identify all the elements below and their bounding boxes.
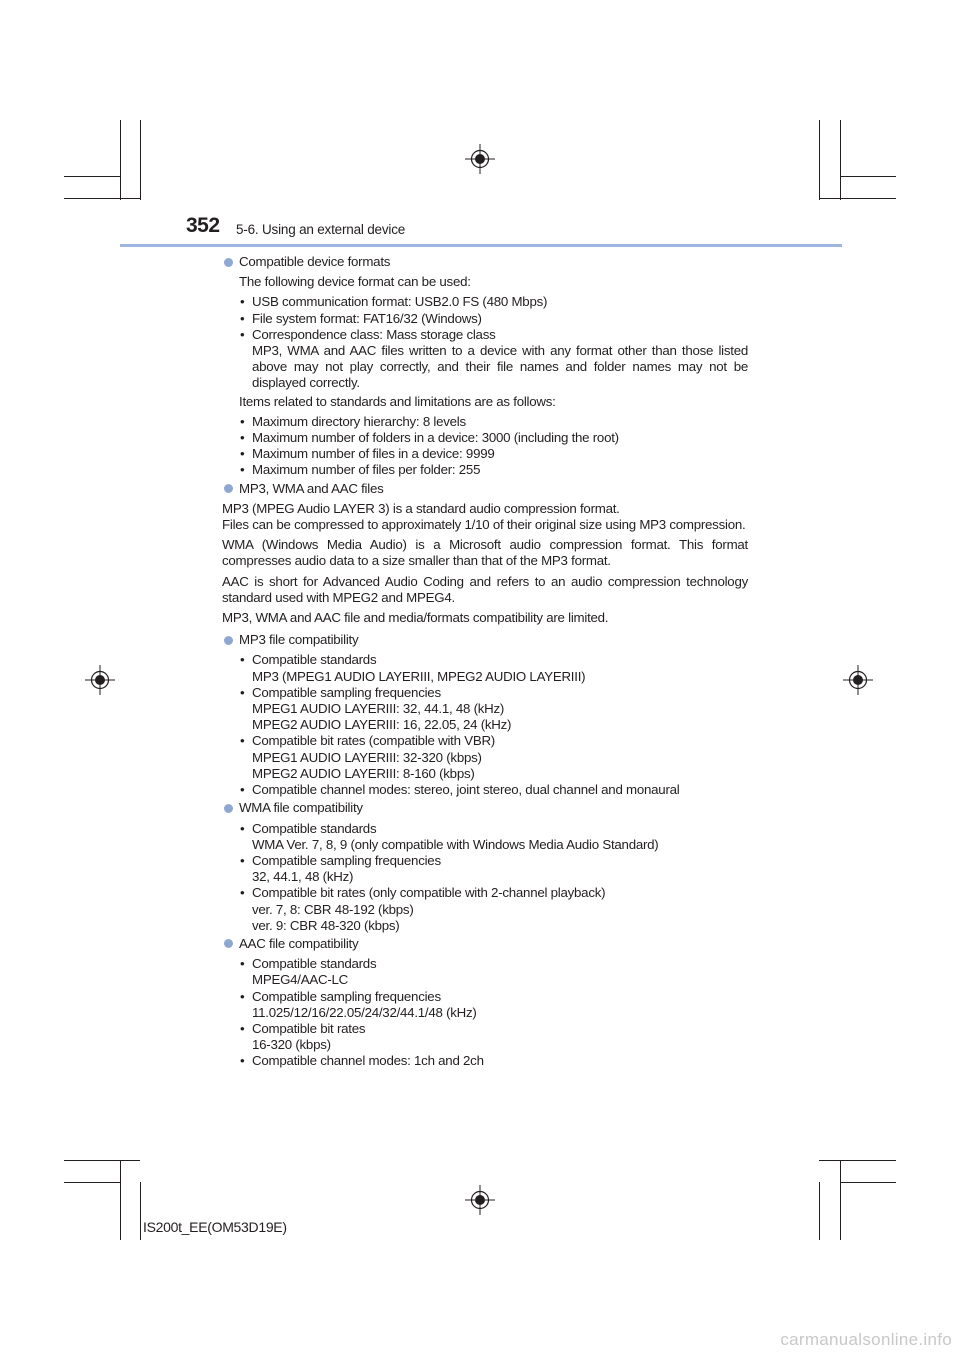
watermark: carmanualsonline.info (780, 1330, 952, 1349)
crop-mark (140, 120, 141, 200)
bullet-heading: MP3 file compatibility (222, 632, 748, 648)
bullet-icon (224, 804, 233, 813)
subbullet-icon: • (240, 430, 245, 446)
crop-mark (140, 1182, 141, 1240)
list-item-detail: ver. 9: CBR 48-320 (kbps) (252, 917, 400, 933)
subbullet-icon: • (240, 652, 245, 668)
crop-mark (64, 1182, 120, 1183)
crop-mark (819, 1182, 820, 1240)
note: MP3, WMA and AAC files written to a device with any format other than those listed above may not play correctly, and their file names and folder names may not be displayed correctly. (252, 343, 748, 391)
crop-mark (840, 120, 841, 200)
bullet-icon (224, 484, 233, 493)
crop-mark (64, 176, 120, 177)
list-item-detail: 32, 44.1, 48 (kHz) (252, 869, 354, 885)
list-item: • Maximum number of folders in a device: 3000 (including the root) (240, 430, 619, 446)
paragraph: MP3, WMA and AAC file and media/formats compatibility are limited. (222, 610, 609, 626)
list-item-detail: MP3 (MPEG1 AUDIO LAYERIII, MPEG2 AUDIO LAYERIII) (252, 668, 586, 684)
crop-mark (120, 120, 121, 200)
subbullet-icon: • (240, 782, 245, 798)
subbullet-icon: • (240, 852, 245, 868)
crop-mark (819, 1160, 896, 1161)
crop-mark (64, 1160, 140, 1161)
crop-mark (840, 176, 896, 177)
list-item: • USB communication format: USB2.0 FS (480 Mbps) (240, 294, 548, 310)
bullet-icon (224, 939, 233, 948)
registration-mark-icon (85, 665, 115, 695)
list-item: • Correspondence class: Mass storage class (240, 326, 496, 342)
list-item: • Compatible standards (240, 820, 377, 836)
subbullet-icon: • (240, 956, 245, 972)
list-item: • Maximum directory hierarchy: 8 levels (240, 413, 466, 429)
registration-mark-icon (465, 1185, 495, 1215)
list-item-detail: MPEG2 AUDIO LAYERIII: 8-160 (kbps) (252, 765, 475, 781)
subbullet-icon: • (240, 310, 245, 326)
subbullet-icon: • (240, 413, 245, 429)
registration-mark-icon (465, 144, 495, 174)
list-item: • Compatible channel modes: stereo, joint stereo, dual channel and monaural (240, 782, 680, 798)
bullet-heading: AAC file compatibility (222, 936, 748, 952)
crop-mark (840, 1160, 841, 1240)
bullet-icon (224, 636, 233, 645)
registration-mark-icon (843, 665, 873, 695)
subbullet-icon: • (240, 684, 245, 700)
list-item-detail: MPEG4/AAC-LC (252, 972, 349, 988)
subbullet-icon: • (240, 1053, 245, 1069)
list-item: • Compatible standards (240, 956, 377, 972)
page-number: 352 (186, 214, 220, 237)
paragraph: AAC is short for Advanced Audio Coding and refers to an audio compression technology standard used with MPEG2 and MPEG4. (222, 573, 748, 605)
list-item-detail: 11.025/12/16/22.05/24/32/44.1/48 (kHz) (252, 1004, 477, 1020)
list-item: • Compatible sampling frequencies (240, 852, 441, 868)
subbullet-icon: • (240, 733, 245, 749)
subbullet-icon: • (240, 988, 245, 1004)
list-item: • Compatible bit rates (compatible with VBR) (240, 733, 495, 749)
subbullet-icon: • (240, 462, 245, 478)
subbullet-icon: • (240, 885, 245, 901)
paragraph: WMA (Windows Media Audio) is a Microsoft audio compression format. This format compresses audio data to a size smaller than that of the MP3 format. (222, 537, 748, 569)
list-item-detail: MPEG1 AUDIO LAYERIII: 32, 44.1, 48 (kHz) (252, 701, 505, 717)
section-title: 5-6. Using an external device (236, 222, 406, 237)
subbullet-icon: • (240, 294, 245, 310)
bullet-heading: WMA file compatibility (222, 800, 748, 816)
crop-mark (64, 198, 140, 199)
subbullet-icon: • (240, 326, 245, 342)
paragraph: MP3 (MPEG Audio LAYER 3) is a standard audio compression format. (222, 500, 620, 516)
list-item: • Compatible bit rates (240, 1020, 366, 1036)
list-item-detail: 16-320 (kbps) (252, 1037, 331, 1053)
list-item: • Maximum number of files per folder: 255 (240, 462, 481, 478)
list-item: • Compatible sampling frequencies (240, 988, 441, 1004)
paragraph: Files can be compressed to approximately 1/10 of their original size using MP3 compression. (222, 517, 746, 533)
list-item: • Compatible channel modes: 1ch and 2ch (240, 1053, 484, 1069)
subbullet-icon: • (240, 820, 245, 836)
list-item-detail: MPEG1 AUDIO LAYERIII: 32-320 (kbps) (252, 749, 482, 765)
list-item: • Compatible bit rates (only compatible with 2-channel playback) (240, 885, 606, 901)
crop-mark (819, 120, 820, 200)
subbullet-icon: • (240, 1020, 245, 1036)
bullet-heading: Compatible device formats (222, 254, 748, 270)
crop-mark (120, 1160, 121, 1240)
header-rule (120, 244, 842, 247)
list-item-detail: MPEG2 AUDIO LAYERIII: 16, 22.05, 24 (kHz) (252, 717, 512, 733)
crop-mark (819, 198, 896, 199)
list-item: • Compatible standards (240, 652, 377, 668)
paragraph: The following device format can be used: (239, 274, 471, 290)
subbullet-icon: • (240, 446, 245, 462)
crop-mark (840, 1182, 896, 1183)
list-item: • Maximum number of files in a device: 9999 (240, 446, 495, 462)
list-item: • Compatible sampling frequencies (240, 684, 441, 700)
bullet-heading: MP3, WMA and AAC files (222, 481, 748, 497)
list-item: • File system format: FAT16/32 (Windows) (240, 310, 482, 326)
footer-code: IS200t_EE(OM53D19E) (143, 1219, 287, 1235)
list-item-detail: WMA Ver. 7, 8, 9 (only compatible with Windows Media Audio Standard) (252, 836, 659, 852)
page-content (222, 254, 748, 1070)
list-item-detail: ver. 7, 8: CBR 48-192 (kbps) (252, 901, 414, 917)
bullet-icon (224, 258, 233, 267)
paragraph: Items related to standards and limitations are as follows: (239, 393, 556, 409)
